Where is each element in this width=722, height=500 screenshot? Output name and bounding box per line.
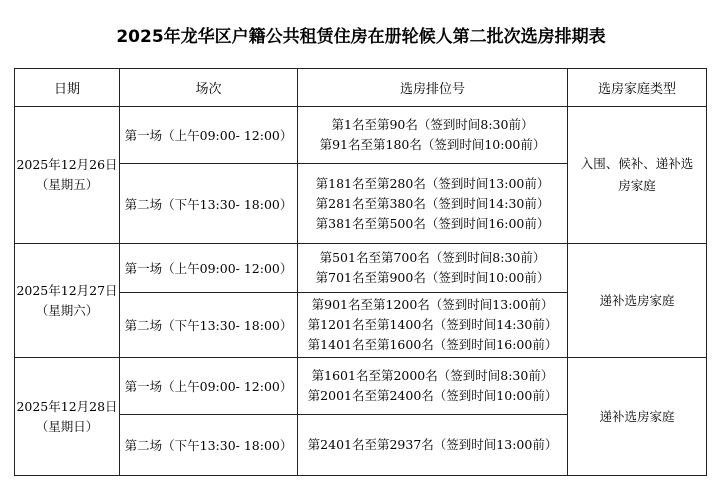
session-cell: 第一场（上午09:00- 12:00） xyxy=(120,107,298,164)
header-range: 选房排位号 xyxy=(298,69,568,107)
type-text: 递补选房家庭 xyxy=(599,292,675,308)
range-line: 第1201名至第1400名（签到时间14:30前） xyxy=(307,317,558,332)
type-text: 递补选房家庭 xyxy=(599,408,675,424)
table-row xyxy=(15,358,707,415)
range-cell xyxy=(298,293,568,358)
date-cell xyxy=(15,107,120,244)
date-cell xyxy=(15,358,120,476)
weekday-text: （星期五） xyxy=(35,177,99,192)
schedule-table xyxy=(14,68,707,476)
type-cell xyxy=(568,358,707,476)
table-row xyxy=(15,107,707,164)
range-line: 第91名至第180名（签到时间10:00前） xyxy=(319,137,546,152)
range-cell xyxy=(298,107,568,164)
header-session: 场次 xyxy=(120,69,298,107)
range-cell xyxy=(298,415,568,476)
page-title: 2025年龙华区户籍公共租赁住房在册轮候人第二批次选房排期表 xyxy=(116,27,606,47)
range-line: 第181名至第280名（签到时间13:00前） xyxy=(315,175,550,191)
date-text: 2025年12月27日 xyxy=(16,282,118,298)
range-line: 第501名至第700名（签到时间8:30前） xyxy=(319,250,546,265)
range-cell xyxy=(298,358,568,415)
session-cell: 第一场（上午09:00- 12:00） xyxy=(120,358,298,415)
range-line: 第2401名至第2937名（签到时间13:00前） xyxy=(307,437,558,452)
session-cell: 第二场（下午13:30- 18:00） xyxy=(120,293,298,358)
table-row xyxy=(15,244,707,293)
weekday-text: （星期日） xyxy=(35,418,99,434)
header-type: 选房家庭类型 xyxy=(568,69,707,107)
type-text: 入围、候补、递补选房家庭 xyxy=(580,156,694,193)
range-line: 第2001名至第2400名（签到时间10:00前） xyxy=(307,388,558,403)
session-cell: 第一场（上午09:00- 12:00） xyxy=(120,244,298,293)
range-line: 第1名至第90名（签到时间8:30前） xyxy=(331,117,534,132)
date-cell xyxy=(15,244,120,358)
range-cell xyxy=(298,164,568,244)
weekday-text: （星期六） xyxy=(35,302,99,318)
date-text: 2025年12月28日 xyxy=(16,398,118,414)
range-line: 第901名至第1200名（签到时间13:00前） xyxy=(311,297,554,312)
range-line: 第1601名至第2000名（签到时间8:30前） xyxy=(311,368,554,383)
range-line: 第281名至第380名（签到时间14:30前） xyxy=(315,195,550,211)
type-cell xyxy=(568,244,707,358)
session-cell: 第二场（下午13:30- 18:00） xyxy=(120,415,298,476)
type-cell xyxy=(568,107,707,244)
range-line: 第1401名至第1600名（签到时间16:00前） xyxy=(307,337,558,352)
header-date: 日期 xyxy=(15,69,120,107)
range-line: 第381名至第500名（签到时间16:00前） xyxy=(315,215,550,231)
header-row xyxy=(15,69,707,107)
session-cell: 第二场（下午13:30- 18:00） xyxy=(120,164,298,244)
range-cell xyxy=(298,244,568,293)
date-text: 2025年12月26日 xyxy=(16,157,118,172)
range-line: 第701名至第900名（签到时间10:00前） xyxy=(315,270,550,285)
